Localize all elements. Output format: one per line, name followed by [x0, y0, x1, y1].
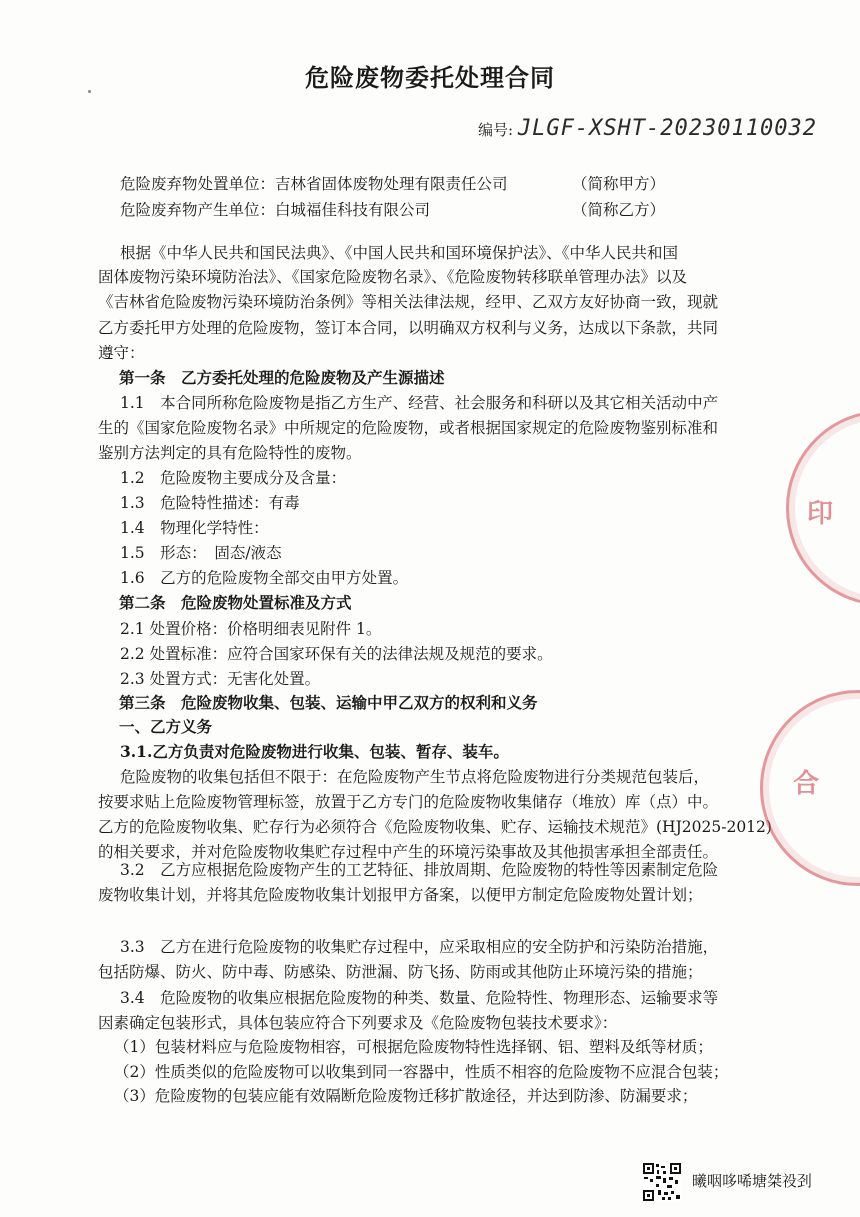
contract-number	[478, 116, 817, 141]
party-b-abbr: （简称乙方）	[572, 201, 666, 219]
article-3-heading: 第三条 危险废物收集、包装、运输中甲乙双方的权利和义务	[119, 693, 538, 712]
article-3-4-line: 3.4 危险废物的收集应根据危险废物的种类、数量、危险特性、物理形态、运输要求等	[120, 989, 719, 1007]
article-1-1-line: 1.1 本合同所称危险废物是指乙方生产、经营、社会服务和科研以及其它相关活动中产	[120, 394, 719, 412]
contract-number-label: 编号:	[478, 121, 514, 139]
article-1-1-line: 生的《国家危险废物名录》中所规定的危险废物，或者根据国家规定的危险废物鉴别标准和	[98, 419, 719, 437]
intro-line: 根据《中华人民共和国民法典》、《中国人民共和国环境保护法》、《中华人民共和国	[120, 244, 679, 262]
article-3-3-line: 包括防爆、防火、防中毒、防感染、防泄漏、防飞扬、防雨或其他防止环境污染的措施；	[98, 963, 703, 981]
article-3-4-item: （2）性质类似的危险废物可以收集到同一容器中，性质不相容的危险废物不应混合包装；	[114, 1063, 729, 1081]
article-3-1-line: 按要求贴上危险废物管理标签，放置于乙方专门的危险废物收集储存（堆放）库（点）中。	[98, 793, 719, 811]
article-3-1-line: 乙方的危险废物收集、贮存行为必须符合《危险废物收集、贮存、运输技术规范》(HJ2025-2012)	[98, 818, 772, 836]
company-seal-partial: 合	[760, 690, 860, 886]
article-3-4-line: 因素确定包装形式，具体包装应符合下列要求及《危险废物包装技术要求》：	[98, 1014, 618, 1032]
qr-code-icon	[642, 1162, 682, 1202]
article-2-3: 2.3 处置方式：无害化处置。	[120, 670, 321, 688]
article-3-4-item: （1）包装材料应与危险废物相容，可根据危险废物特性选择钢、铝、塑料及纸等材质；	[114, 1038, 713, 1056]
party-b-name: 危险废弃物产生单位：白城福佳科技有限公司	[120, 201, 431, 219]
party-a-abbr: （简称甲方）	[572, 175, 666, 193]
intro-line: 固体废物污染环境防治法》、《国家危险废物名录》、《危险废物转移联单管理办法》以及	[98, 268, 688, 286]
article-2-2: 2.2 处置标准：应符合国家环保有关的法律法规及规范的要求。	[120, 645, 553, 663]
article-3-4-item: （3）危险废物的包装应能有效隔断危险废物迁移扩散途径，并达到防渗、防漏要求；	[114, 1087, 698, 1105]
document-title: 危险废物委托处理合同	[305, 64, 555, 92]
article-1-1-line: 鉴别方法判定的具有危险特性的废物。	[98, 444, 362, 462]
company-seal-partial: 印	[786, 410, 860, 606]
article-2-heading: 第二条 危险废物处置标准及方式	[119, 593, 352, 612]
article-3-1-title: 3.1.乙方负责对危险废物进行收集、包装、暂存、装车。	[120, 742, 509, 761]
article-2-1: 2.1 处置价格：价格明细表见附件 1。	[120, 620, 382, 638]
article-3-3-line: 3.3 乙方在进行危险废物的收集贮存过程中，应采取相应的安全防护和污染防治措施，	[120, 938, 719, 956]
article-1-4: 1.4 物理化学特性：	[120, 519, 269, 537]
article-1-2: 1.2 危险废物主要成分及含量：	[120, 469, 347, 487]
article-1-6: 1.6 乙方的危险废物全部交由甲方处置。	[120, 569, 409, 587]
article-3-1-line: 的相关要求，并对危险废物收集贮存过程中产生的环境污染事故及其他损害承担全部责任。	[98, 843, 719, 861]
article-3-2-line: 3.2 乙方应根据危险废物产生的工艺特征、排放周期、危险废物的特性等因素制定危险	[120, 861, 719, 879]
intro-line: 《吉林省危险废物污染环境防治条例》等相关法律法规，经甲、乙双方友好协商一致，现就	[98, 293, 719, 311]
article-3-2-line: 废物收集计划，并将其危险废物收集计划报甲方备案，以便甲方制定危险废物处置计划；	[98, 886, 703, 904]
footer-text: 曦咽哆唏塘桀祋刭	[692, 1172, 813, 1190]
intro-line: 乙方委托甲方处理的危险废物，签订本合同，以明确双方权利与义务，达成以下条款，共同	[98, 319, 719, 337]
article-3-1-line: 危险废物的收集包括但不限于：在危险废物产生节点将危险废物进行分类规范包装后，	[120, 768, 710, 786]
intro-line: 遵守：	[98, 344, 145, 362]
article-1-5: 1.5 形态： 固态/液态	[120, 544, 282, 562]
article-1-heading: 第一条 乙方委托处理的危险废物及产生源描述	[119, 368, 445, 387]
contract-number-value: JLGF-XSHT-20230110032	[517, 116, 817, 141]
article-3-subheading: 一、乙方义务	[119, 717, 213, 736]
party-a-name: 危险废弃物处置单位：吉林省固体废物处理有限责任公司	[120, 175, 508, 193]
article-1-3: 1.3 危险特性描述：有毒	[120, 494, 300, 512]
